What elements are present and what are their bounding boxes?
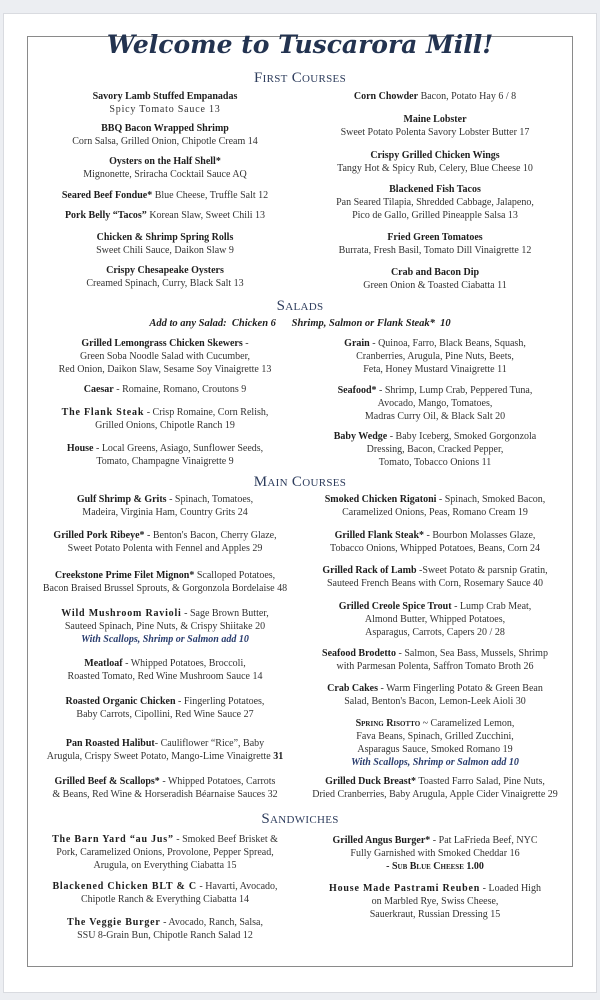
item-note: - Sub Blue Cheese 1.00 [386,861,484,872]
menu-item [30,775,300,801]
item-name: Caesar [83,384,114,395]
item-name: Corn Chowder [353,91,419,102]
menu-item [30,155,300,181]
item-desc: Sweet Potato Polenta Savory Lobster Butter 17 [340,127,530,138]
menu-item [300,834,570,873]
item-desc: Arugula, Crispy Sweet Potato, Mango-Lime Vinaigrette [46,751,271,762]
item-desc: - Benton's Bacon, Cherry Glaze, [144,530,277,541]
menu-item [300,647,570,673]
menu-item [30,695,300,721]
item-addon: With Scallops, Shrimp or Salmon add 10 [81,634,249,645]
item-name: Maine Lobster [403,114,467,125]
item-desc: Green Soba Noodle Salad with Cucumber, [79,351,251,362]
item-desc: Caramelized Onions, Peas, Romano Cream 19 [342,507,528,518]
item-desc: Pork, Caramelized Onions, Provolone, Pepper Spread, [56,847,274,858]
item-name: Smoked Chicken Rigatoni [324,494,437,505]
item-desc: - Whipped Potatoes, Broccoli, [122,658,246,669]
item-desc: Dried Cranberries, Baby Arugula, Apple Cider Vinaigrette 29 [312,789,558,800]
item-name: Seared Beef Fondue* [61,190,153,201]
menu-item [300,113,570,139]
item-desc: Chipotle Ranch & Everything Ciabatta 14 [80,894,250,905]
menu-item [30,737,300,763]
item-desc: Sauteed French Beans with Corn, Rosemary Sauce 40 [326,578,544,589]
menu-item [30,337,300,376]
item-desc: Creamed Spinach, Curry, Black Salt 13 [86,278,244,289]
menu-item [300,493,570,519]
item-name: Blackened Chicken BLT & C [52,881,197,892]
item-desc: Burrata, Fresh Basil, Tomato Dill Vinaigrette 12 [338,245,532,256]
item-desc: -Sweet Potato & parsnip Gratin, [416,565,548,576]
menu-item [300,775,570,801]
item-desc: Madeira, Virginia Ham, Country Grits 24 [82,507,248,518]
menu-item [30,383,300,396]
menu-item [300,90,570,103]
item-desc: Tangy Hot & Spicy Rub, Celery, Blue Cheese 10 [337,163,533,174]
item-desc: - Avocado, Ranch, Salsa, [160,917,263,928]
item-desc: Tomato, Champagne Vinaigrette 9 [96,456,234,467]
item-desc: Madras Curry Oil, & Black Salt 20 [364,411,506,422]
item-desc: - Smoked Beef Brisket & [173,834,278,845]
menu-item [30,442,300,468]
item-desc: Pico de Gallo, Grilled Pineapple Salsa 13 [352,210,518,221]
item-name: Pan Roasted Halibut [65,738,155,749]
menu-item [300,682,570,708]
item-name: Baby Wedge [333,431,388,442]
addon-others: Shrimp, Salmon or Flank Steak* 10 [291,318,451,329]
menu-item [300,337,570,376]
section-salads: Salads [276,298,324,314]
item-desc: - Whipped Potatoes, Carrots [159,776,276,787]
item-name: Grain [344,338,370,349]
item-desc: Feta, Honey Mustard Vinaigrette 11 [363,364,507,375]
item-name: House [66,443,94,454]
item-name: Oysters on the Half Shell* [109,156,221,167]
item-name: The Flank Steak [61,407,145,418]
item-name: Spring Risotto [355,718,421,729]
item-name: Savory Lamb Stuffed Empanadas [92,91,238,102]
item-desc: with Parmesan Polenta, Saffron Tomato Broth 26 [336,661,534,672]
item-desc: - Pat LaFrieda Beef, NYC [430,835,538,846]
menu-item [30,493,300,519]
item-desc: - Romaine, Romano, Croutons 9 [113,384,247,395]
item-desc: Tobacco Onions, Whipped Potatoes, Beans, Corn 24 [330,543,540,554]
section-main-courses: Main Courses [253,474,347,490]
menu-item [30,916,300,942]
menu-item [30,569,300,595]
item-name: Crispy Grilled Chicken Wings [370,150,500,161]
item-desc: - Salmon, Sea Bass, Mussels, Shrimp [396,648,548,659]
menu-item [300,529,570,555]
item-name: Crispy Chesapeake Oysters [106,265,224,276]
menu-item [30,189,300,202]
item-desc: Blue Cheese, Truffle Salt 12 [154,190,269,201]
item-desc: - Cauliflower “Rice”, Baby [154,738,265,749]
item-desc: - Crisp Romaine, Corn Relish, [144,407,269,418]
menu-item [300,231,570,257]
item-name: Wild Mushroom Ravioli [61,608,182,619]
menu-item [30,122,300,148]
item-desc: Fully Garnished with Smoked Cheddar 16 [350,848,520,859]
item-price: 31 [270,751,284,762]
item-desc: Bacon Braised Brussel Sprouts, & Gorgonzola Bordelaise 48 [42,583,288,594]
item-desc: Scalloped Potatoes, [194,570,276,581]
menu-item [30,90,300,116]
menu-item [30,406,300,432]
item-desc: Red Onion, Daikon Slaw, Sesame Soy Vinaigrette 13 [58,364,272,375]
item-desc: Sauteed Spinach, Pine Nuts, & Crispy Shiitake 20 [64,621,266,632]
item-desc: - Quinoa, Farro, Black Beans, Squash, [369,338,526,349]
menu-item [300,266,570,292]
item-name: Chicken & Shrimp Spring Rolls [96,232,234,243]
menu-item [30,880,300,906]
menu-item [300,149,570,175]
item-name: Gulf Shrimp & Grits [76,494,167,505]
item-desc: Mignonette, Sriracha Cocktail Sauce AQ [83,169,247,180]
item-name: The Barn Yard “au Jus” [52,834,174,845]
item-desc: Toasted Farro Salad, Pine Nuts, [416,776,545,787]
item-desc: Cranberries, Arugula, Pine Nuts, Beets, [356,351,514,362]
item-name: Creekstone Prime Filet Mignon* [54,570,195,581]
item-desc: - Fingerling Potatoes, [175,696,265,707]
menu-item [30,231,300,257]
item-desc: Asparagus Sauce, Smoked Romano 19 [357,744,513,755]
item-desc: Corn Salsa, Grilled Onion, Chipotle Cream 14 [72,136,258,147]
section-first-courses: First Courses [253,70,346,86]
menu-item [300,564,570,590]
item-desc: Spicy Tomato Sauce 13 [109,104,221,115]
menu-title: Welcome to Tuscarora Mill! [106,30,494,59]
item-name: Grilled Beef & Scallops* [54,776,160,787]
item-desc: & Beans, Red Wine & Horseradish Béarnaise Sauces 32 [52,789,278,800]
menu-item [300,882,570,921]
item-name: Grilled Creole Spice Trout [338,601,452,612]
item-desc: ~ Caramelized Lemon, [420,718,515,729]
item-name: Pork Belly “Tacos” [64,210,147,221]
item-desc: Almond Butter, Whipped Potatoes, [364,614,506,625]
item-desc: - Local Greens, Asiago, Sunflower Seeds, [93,443,264,454]
item-desc: Sauerkraut, Russian Dressing 15 [369,909,501,920]
menu-item [30,529,300,555]
item-name: Grilled Rack of Lamb [322,565,417,576]
item-name: Fried Green Tomatoes [387,232,483,243]
item-name: Seafood Brodetto [322,648,397,659]
item-desc: - [242,338,249,349]
menu-item [30,657,300,683]
item-desc: - Bourbon Molasses Glaze, [424,530,536,541]
item-desc: Pan Seared Tilapia, Shredded Cabbage, Jalapeno, [336,197,534,208]
item-desc: - Warm Fingerling Potato & Green Bean [378,683,543,694]
item-desc: Tomato, Tobacco Onions 11 [378,457,492,468]
menu-item [30,209,300,222]
item-desc: Avocado, Mango, Tomatoes, [377,398,493,409]
item-desc: - Spinach, Smoked Bacon, [436,494,546,505]
item-desc: Bacon, Potato Hay 6 / 8 [420,91,517,102]
menu-item [300,384,570,423]
item-name: Crab and Bacon Dip [390,267,480,278]
item-desc: - Spinach, Tomatoes, [166,494,254,505]
item-name: Blackened Fish Tacos [389,184,481,195]
item-name: The Veggie Burger [67,917,161,928]
item-desc: Roasted Tomato, Red Wine Mushroom Sauce 14 [67,671,263,682]
addon-label: Add to any Salad: [149,318,227,329]
item-desc: SSU 8-Grain Bun, Chipotle Ranch Salad 12 [77,930,253,941]
item-desc: Baby Carrots, Cipollini, Red Wine Sauce 27 [76,709,254,720]
item-name: BBQ Bacon Wrapped Shrimp [101,123,229,134]
item-name: Grilled Lemongrass Chicken Skewers [81,338,243,349]
item-desc: - Havarti, Avocado, [196,881,278,892]
section-sandwiches: Sandwiches [261,811,339,827]
item-desc: - Shrimp, Lump Crab, Peppered Tuna, [376,385,533,396]
item-name: Crab Cakes [327,683,379,694]
item-desc: on Marbled Rye, Swiss Cheese, [371,896,499,907]
item-desc: Salad, Benton's Bacon, Lemon-Leek Aioli 30 [344,696,526,707]
item-name: Roasted Organic Chicken [65,696,176,707]
item-desc: Dressing, Bacon, Cracked Pepper, [366,444,504,455]
item-desc: Grilled Onions, Chipotle Ranch 19 [95,420,235,431]
item-desc: Sweet Potato Polenta with Fennel and Apples 29 [67,543,263,554]
item-desc: - Baby Iceberg, Smoked Gorgonzola [387,431,537,442]
menu-item [300,600,570,639]
menu-item [300,430,570,469]
item-desc: Korean Slaw, Sweet Chili 13 [149,210,266,221]
item-name: Grilled Duck Breast* [325,776,417,787]
item-name: Meatloaf [84,658,123,669]
item-name: Seafood* [337,385,377,396]
menu-item [300,183,570,222]
item-desc: Asparagus, Carrots, Capers 20 / 28 [365,627,505,638]
item-desc: Green Onion & Toasted Ciabatta 11 [363,280,507,291]
addon-chicken: Chicken 6 [231,318,276,329]
item-desc: Arugula, on Everything Ciabatta 15 [93,860,237,871]
menu-item [300,717,570,769]
item-desc: - Sage Brown Butter, [181,608,269,619]
menu-item [30,607,300,646]
salad-addon-note [0,318,600,329]
menu-item [30,264,300,290]
item-desc: Sweet Chili Sauce, Daikon Slaw 9 [96,245,234,256]
item-name: Grilled Angus Burger* [332,835,431,846]
item-name: Grilled Flank Steak* [334,530,425,541]
item-desc: Fava Beans, Spinach, Grilled Zucchini, [356,731,514,742]
item-name: House Made Pastrami Reuben [329,883,481,894]
menu-item [30,833,300,872]
item-desc: - Lump Crab Meat, [451,601,532,612]
item-addon: With Scallops, Shrimp or Salmon add 10 [351,757,519,768]
item-desc: - Loaded High [480,883,541,894]
item-name: Grilled Pork Ribeye* [53,530,145,541]
